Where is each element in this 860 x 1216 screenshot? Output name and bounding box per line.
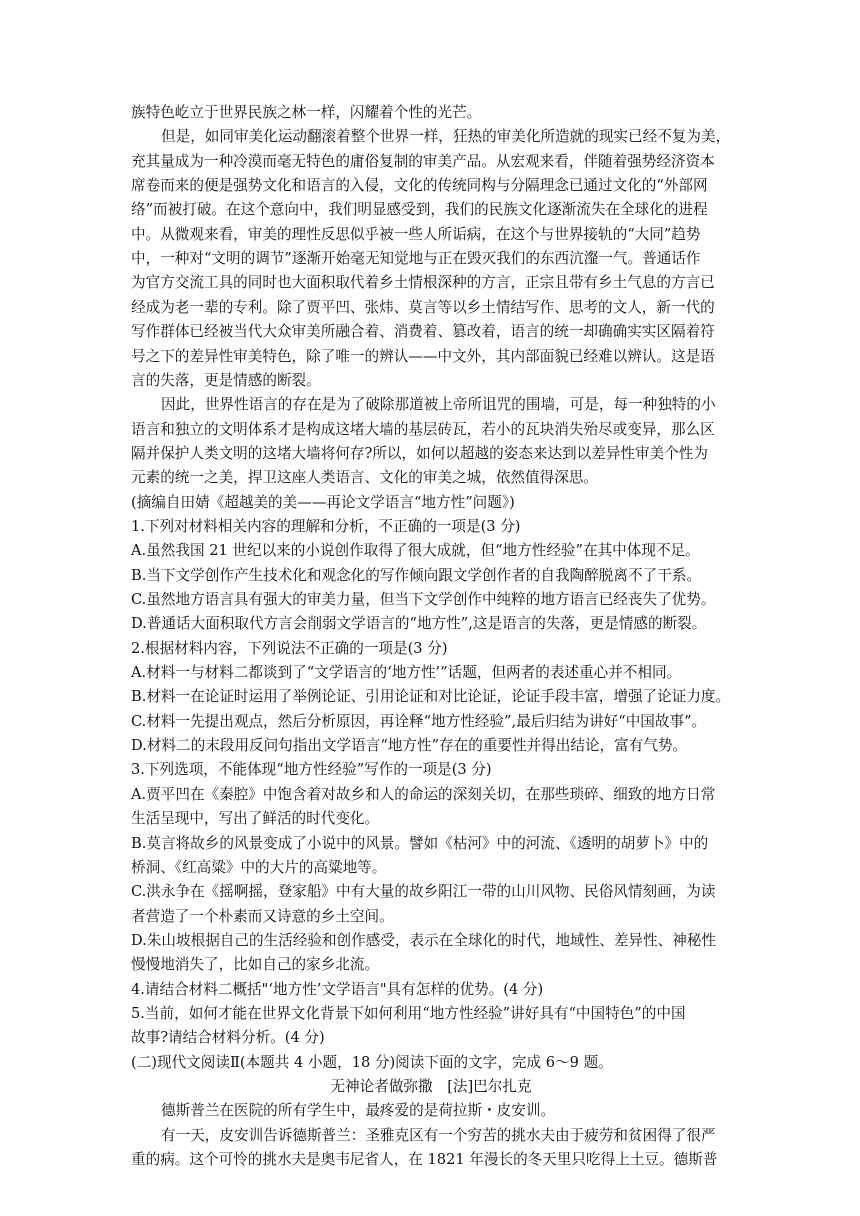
text-line: 经成为老一辈的专利。除了贾平凹、张炜、莫言等以乡土情结写作、思考的文人，新一代的 xyxy=(131,298,715,316)
text-line: 元素的统一之美，捍卫这座人类语言、文化的审美之城，依然值得深思。 xyxy=(131,469,599,487)
text-line: 德斯普兰在医院的所有学生中，最疼爱的是荷拉斯・皮安训。 xyxy=(161,1102,556,1120)
text-line: D.普通话大面积取代方言会削弱文学语言的“地方性”,这是语言的失落，更是情感的断裂。 xyxy=(131,615,707,633)
text-line: C.材料一先提出观点，然后分析原因，再诠释“地方性经验”,最后归结为讲好“中国故事”。 xyxy=(131,712,707,730)
text-line: 语言和独立的文明体系才是构成这堵大墙的基层砖瓦，若小的瓦块消失殆尽或变异，那么区 xyxy=(131,420,715,438)
text-line: 故事?请结合材料分析。(4 分) xyxy=(131,1029,325,1047)
text-line: 中，一种对“文明的调节”逐渐开始毫无知觉地与正在毁灭我们的东西沆瀣一气。普通话作 xyxy=(131,250,701,268)
text-line: 者营造了一个朴素而又诗意的乡土空间。 xyxy=(131,907,394,925)
text-line: C.虽然地方语言具有强大的审美力量，但当下文学创作中纯粹的地方语言已经丧失了优势。 xyxy=(131,591,716,608)
text-line: D.朱山坡根据自己的生活经验和创作感受，表示在全球化的时代，地域性、差异性、神秘性 xyxy=(131,931,716,949)
text-line: 中。从微观来看，审美的理性反思似乎被一些人所诟病，在这个与世界接轨的“大同”趋势 xyxy=(131,225,701,243)
text-line: 重的病。这个可怜的挑水夫是奥韦尼省人，在 1821 年漫长的冬天里只吃得上土豆。德斯普 xyxy=(131,1151,718,1169)
text-line: A.贾平凹在《秦腔》中饱含着对故乡和人的命运的深刻关切，在那些琐碎、细致的地方日常 xyxy=(131,785,716,803)
article-title-line: 无神论者做弥撒 [法]巴尔扎克 xyxy=(330,1078,532,1095)
text-line: A.材料一与材料二都谈到了“文学语言的‘地方性’”话题，但两者的表述重心并不相同。 xyxy=(131,664,682,682)
text-line: 族特色屹立于世界民族之林一样，闪耀着个性的光芒。 xyxy=(131,104,482,121)
text-line: 为官方交流工具的同时也大面积取代着乡土情根深种的方言，正宗且带有乡土气息的方言已 xyxy=(131,274,715,292)
text-line: 号之下的差异性审美特色，除了唯一的辨认——中文外，其内部面貌已经难以辨认。这是语 xyxy=(131,347,715,365)
text-line: B.莫言将故乡的风景变成了小说中的风景。譬如《枯河》中的河流、《透明的胡萝卜》中的 xyxy=(131,834,709,852)
text-line: 桥洞、《红高粱》中的大片的高粱地等。 xyxy=(131,858,387,876)
text-line: (摘编自田婧《超越美的美——再论文学语言“地方性”问题》) xyxy=(131,493,515,511)
text-line: 充其量成为一种冷漠而毫无特色的庸俗复制的审美产品。从宏观来看，伴随着强势经济资本 xyxy=(131,152,715,170)
text-line: (二)现代文阅读Ⅱ(本题共 4 小题，18 分)阅读下面的文字，完成 6～9 题。 xyxy=(131,1053,613,1071)
text-line: 生活呈现中，写出了鲜活的时代变化。 xyxy=(131,810,380,828)
text-line: 因此，世界性语言的存在是为了破除那道被上帝所诅咒的围墙，可是，每一种独特的小 xyxy=(161,396,716,414)
text-line: 慢慢地消失了，比如自己的家乡北流。 xyxy=(131,956,380,974)
text-line: 隔并保护人类文明的这堵大墙将何存?所以，如何以超越的姿态来达到以差异性审美个性为 xyxy=(131,444,708,462)
text-line: 络”而被打破。在这个意向中，我们明显感受到，我们的民族文化逐渐流失在全球化的进程 xyxy=(131,201,708,219)
text-line: 但是，如同审美化运动翻滚着整个世界一样，狂热的审美化所造就的现实已经不复为美， xyxy=(161,128,731,146)
text-line: 言的失落，更是情感的断裂。 xyxy=(131,371,321,389)
text-line: B.当下文学创作产生技术化和观念化的写作倾向跟文学创作者的自我陶醉脱离不了干系。 xyxy=(131,566,701,584)
text-line: 3.下列选项，不能体现“地方性经验”写作的一项是(3 分) xyxy=(131,761,492,779)
text-line: 有一天，皮安训告诉德斯普兰：圣雅克区有一个穷苦的挑水夫由于疲劳和贫困得了很严 xyxy=(161,1126,716,1144)
text-line: 4.请结合材料二概括"‘地方性’文学语言"具有怎样的优势。(4 分) xyxy=(131,980,544,998)
text-line: 2.根据材料内容，下列说法不正确的一项是(3 分) xyxy=(131,639,448,657)
text-line: 1.下列对材料相关内容的理解和分析，不正确的一项是(3 分) xyxy=(131,517,521,535)
text-line: D.材料二的末段用反问句指出文学语言“地方性”存在的重要性并得出结论，富有气势。 xyxy=(131,737,688,755)
text-line: B.材料一在论证时运用了举例论证、引用论证和对比论证，论证手段丰富，增强了论证力度。 xyxy=(131,688,731,706)
text-line: 席卷而来的便是强势文化和语言的入侵，文化的传统同构与分隔理念已通过文化的“外部网 xyxy=(131,177,708,195)
text-line: 写作群体已经被当代大众审美所融合着、消费着、篡改着，语言的统一却确确实实区隔着符 xyxy=(131,323,715,341)
text-line: C.洪永争在《摇啊摇，登家船》中有大量的故乡阳江一带的山川风物、民俗风情刻画，为读 xyxy=(131,883,716,901)
text-line: 5.当前，如何才能在世界文化背景下如何利用“地方性经验”讲好具有“中国特色”的中国 xyxy=(131,1004,686,1022)
text-line: A.虽然我国 21 世纪以来的小说创作取得了很大成就，但“地方性经验”在其中体现不足。 xyxy=(131,542,700,560)
